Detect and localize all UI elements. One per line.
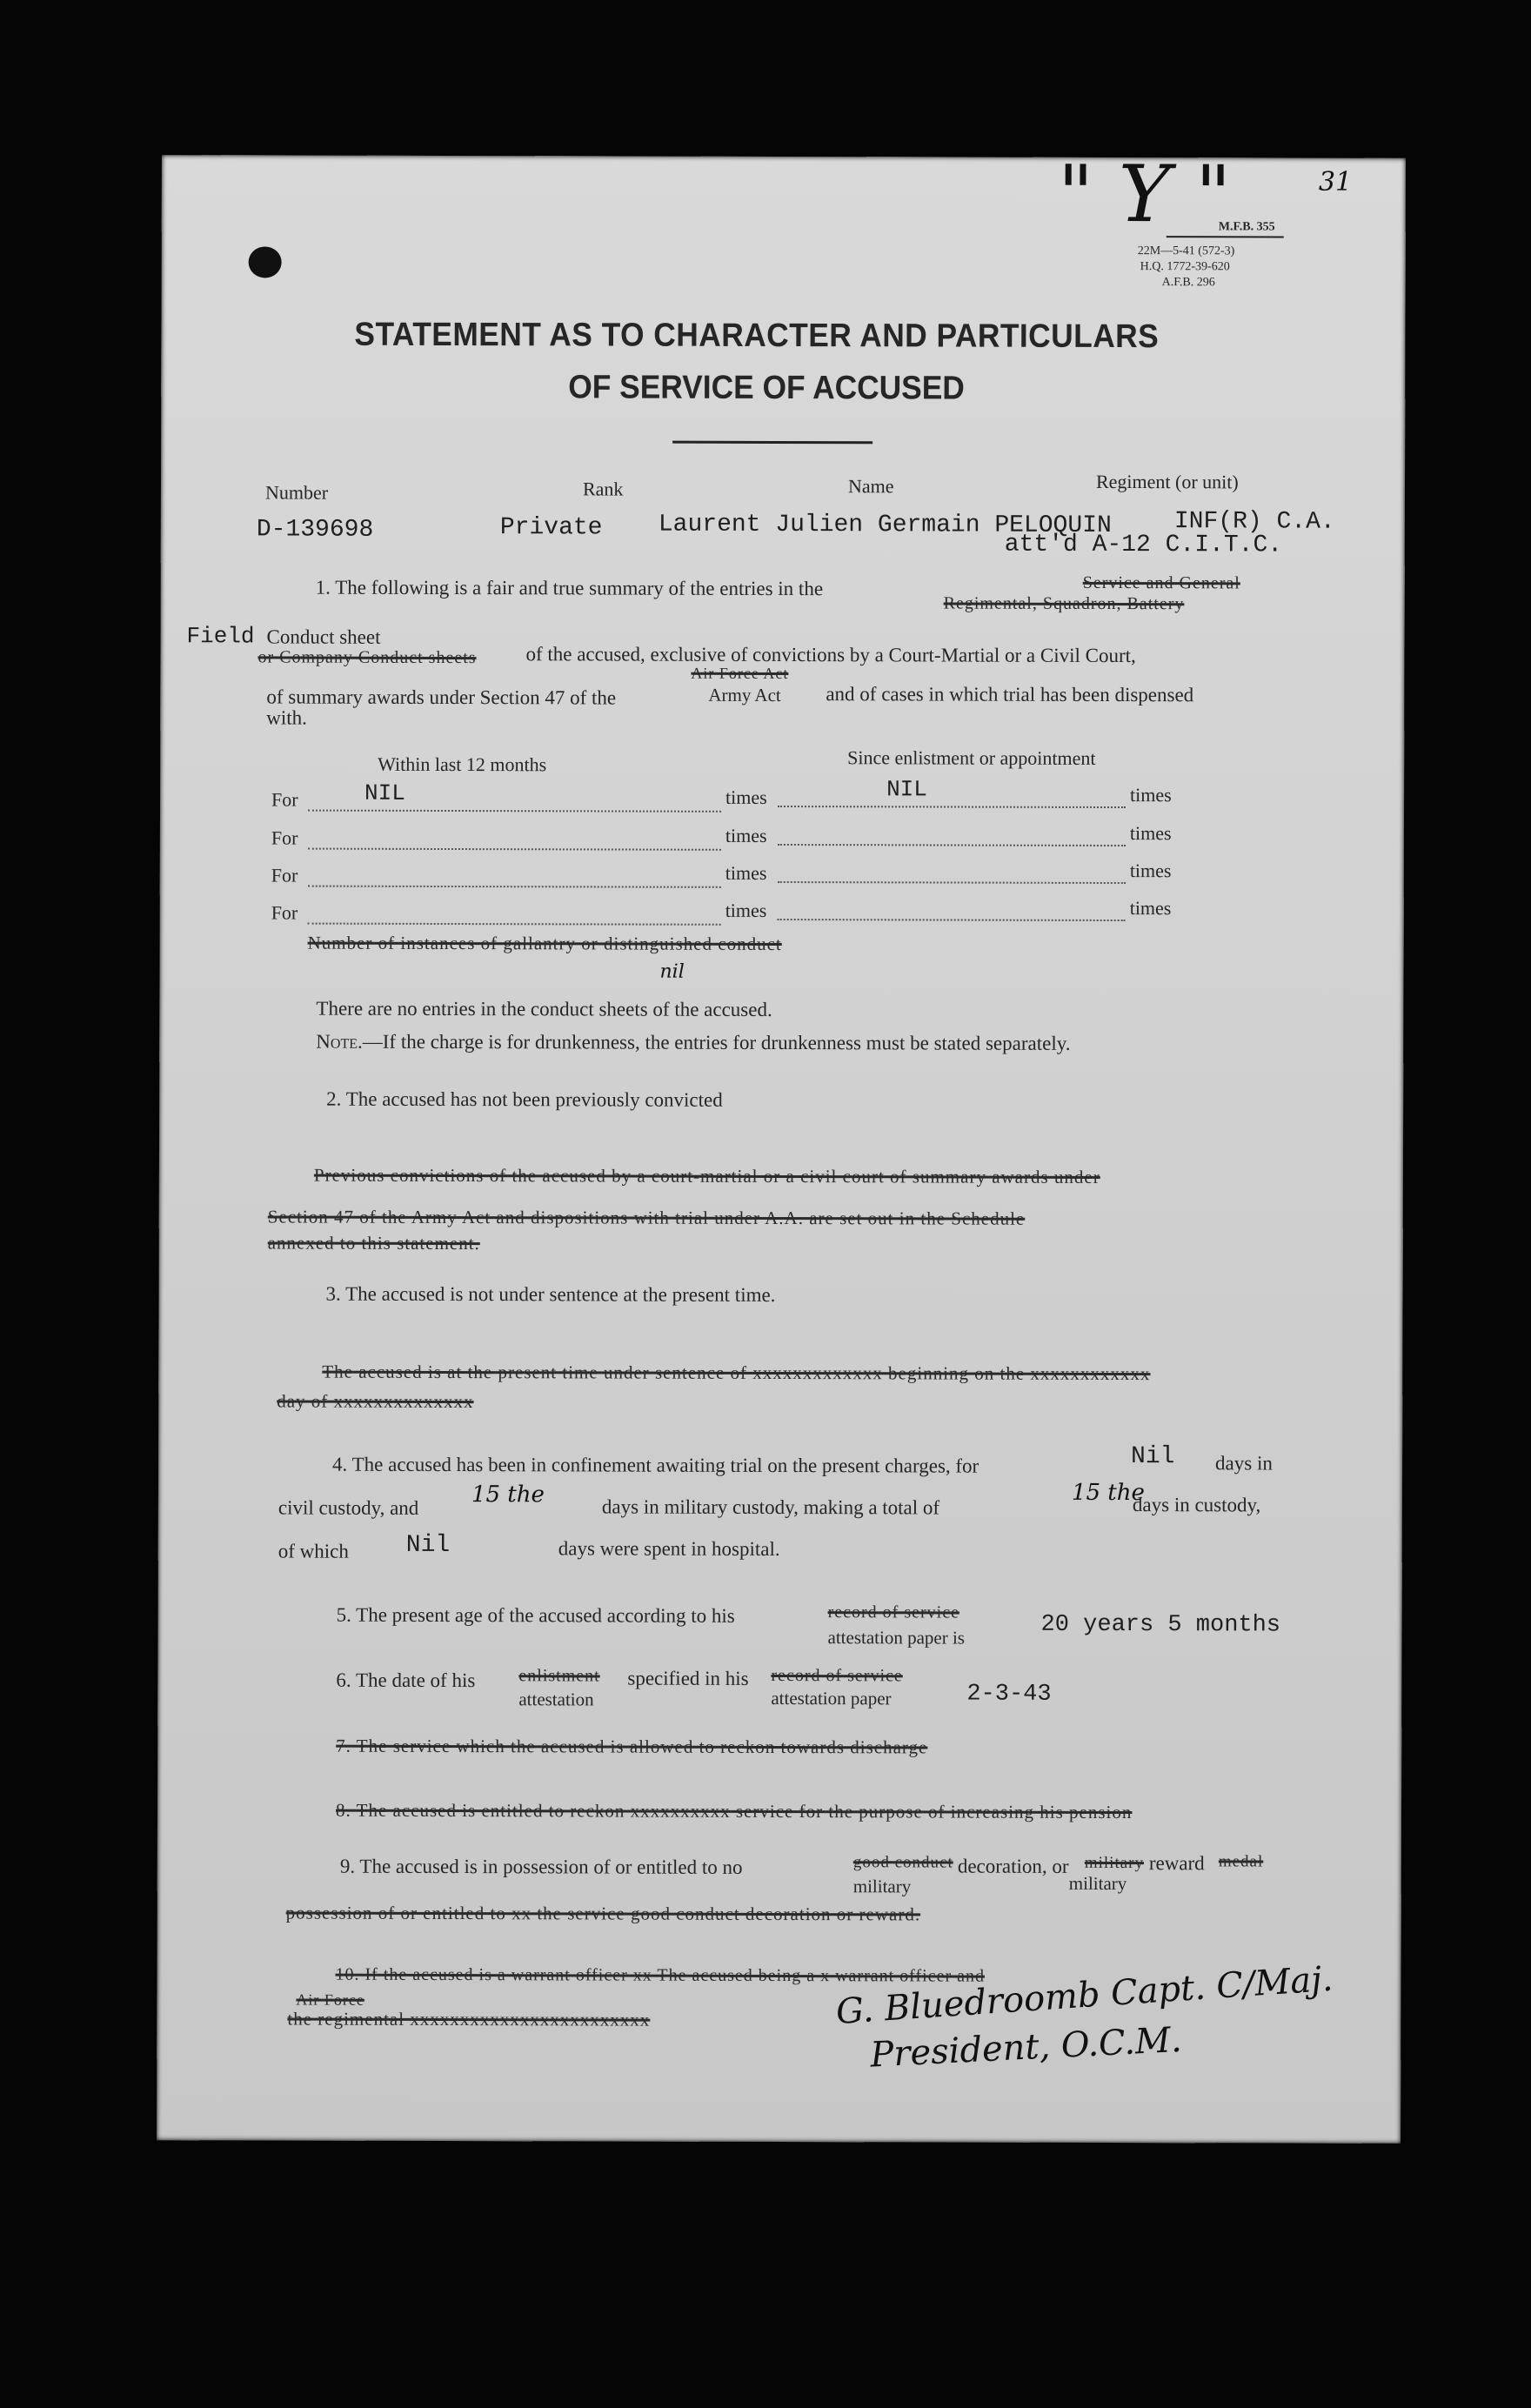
- punch-hole: [249, 246, 282, 278]
- title-line-2: OF SERVICE OF ACCUSED: [568, 369, 965, 407]
- hospital-days: Nil: [405, 1531, 451, 1560]
- service-number: D-139698: [256, 516, 374, 544]
- section3-struck-2: day of xxxxxxxxxxxxxx: [277, 1390, 474, 1413]
- section2-struck-1: Previous convictions of the accused by a court-martial or a civil court of summary awards under: [313, 1164, 1100, 1187]
- section6-struck-a: enlistment: [518, 1666, 600, 1686]
- for-label-2: For: [271, 826, 298, 849]
- section4-text-f: of which: [277, 1540, 349, 1562]
- section9-text-c: reward: [1148, 1852, 1205, 1875]
- section3-struck-1: The accused is at the present time under sentence of xxxxxxxxxxxxx beginning on the xxxxxxxxxxxx: [322, 1361, 1151, 1385]
- rank-value: Private: [499, 514, 603, 542]
- title-line-1: STATEMENT AS TO CHARACTER AND PARTICULARS: [354, 316, 1160, 356]
- section2-line1: 2. The accused has not been previously convicted: [326, 1087, 723, 1111]
- page-number: 31: [1318, 166, 1353, 197]
- regiment-label: Regiment (or unit): [1095, 470, 1239, 493]
- section9-struck-line: possession of or entitled to xx the service good conduct decoration or reward.: [285, 1902, 921, 1925]
- attached-unit: att'd A-12 C.I.T.C.: [1004, 531, 1283, 559]
- section1-struck-company: or Company Conduct sheets: [257, 647, 477, 668]
- section9-sub-b: military: [1068, 1872, 1127, 1895]
- counts-col2-header: Since enlistment or appointment: [847, 746, 1096, 769]
- for-label-1: For: [271, 788, 298, 811]
- times-label-4b: times: [1129, 897, 1172, 920]
- section1-line3b: and of cases in which trial has been dispensed: [826, 683, 1194, 706]
- rank-label: Rank: [582, 478, 624, 500]
- times-label-2b: times: [1129, 822, 1172, 845]
- regiment-value: INF(R) C.A.: [1173, 508, 1335, 536]
- section6-sub-b: attestation paper: [771, 1687, 892, 1709]
- total-custody-days: 15 the: [1071, 1479, 1145, 1507]
- section6-text-b: specified in his: [627, 1667, 749, 1689]
- for-label-4: For: [271, 901, 298, 924]
- section7-struck: 7. The service which the accused is allowed to reckon towards discharge: [336, 1735, 928, 1758]
- section1-army-act: Army Act: [708, 684, 781, 706]
- section9-struck-b: military: [1084, 1853, 1145, 1873]
- form-print-line-3: A.F.B. 296: [1161, 276, 1215, 290]
- signature-line-1: G. Bluedroomb Capt. C/Maj.: [834, 1958, 1334, 2033]
- civil-custody-days: Nil: [1131, 1443, 1175, 1471]
- times-label-3a: times: [725, 861, 767, 884]
- section4-text-a: 4. The accused has been in confinement awaiting trial on the present charges, for: [332, 1453, 979, 1477]
- section2-struck-2: Section 47 of the Army Act and dispositions with trial under A.A. are set out in the Schedule: [267, 1206, 1026, 1229]
- attestation-date: 2-3-43: [966, 1681, 1052, 1708]
- section9-sub-a: military: [852, 1876, 912, 1897]
- section10-struck-1: 10. If the accused is a warrant officer xx The accused being a x warrant officer and: [335, 1964, 986, 1986]
- section6-struck-b: record of service: [771, 1665, 903, 1686]
- section5-struck: record of service: [827, 1602, 960, 1622]
- handwritten-mark: " Y ": [1057, 148, 1232, 241]
- section10-struck-2: Air Force: [296, 1990, 364, 2009]
- no-entries-text: There are no entries in the conduct sheets of the accused.: [316, 997, 772, 1020]
- section1-struck-regimental: Regimental, Squadron, Battery: [943, 593, 1185, 614]
- section5-text: 5. The present age of the accused according to his: [336, 1603, 735, 1627]
- nil-handwritten: nil: [659, 960, 685, 983]
- section10-struck-3: the regimental xxxxxxxxxxxxxxxxxxxxxxxx: [287, 2008, 651, 2030]
- note-text: —If the charge is for drunkenness, the entries for drunkenness must be stated separately.: [362, 1030, 1071, 1054]
- name-label: Name: [847, 475, 894, 498]
- form-print-line-1: 22M—5-41 (572-3): [1137, 244, 1235, 258]
- for-label-3: For: [271, 864, 298, 886]
- section1-field-insert: Field: [186, 623, 255, 650]
- section1-line2: of the accused, exclusive of convictions by a Court-Martial or a Civil Court,: [525, 643, 1136, 667]
- section9-struck-a: good conduct: [852, 1853, 953, 1872]
- section2-struck-3: annexed to this statement.: [267, 1232, 480, 1254]
- section3-line1: 3. The accused is not under sentence at the present time.: [325, 1282, 776, 1306]
- name-value: Laurent Julien Germain PELOQUIN: [658, 511, 1112, 539]
- section8-struck: 8. The accused is entitled to reckon xxxxxxxxxx service for the purpose of increasing his pension: [335, 1799, 1133, 1823]
- section4-text-b: days in: [1215, 1452, 1273, 1475]
- section6-text: 6. The date of his: [336, 1669, 476, 1692]
- section4-text-g: days were spent in hospital.: [558, 1537, 780, 1560]
- section1-conduct-sheet: Conduct sheet: [266, 625, 381, 648]
- times-label-4a: times: [725, 899, 767, 921]
- section4-text-c: civil custody, and: [277, 1496, 419, 1519]
- times-label-1b: times: [1130, 784, 1172, 806]
- section6-sub-a: attestation: [518, 1689, 594, 1710]
- military-custody-days: 15 the: [471, 1482, 545, 1508]
- note-label: Note.: [316, 1030, 363, 1053]
- section4-text-e: days in custody,: [1132, 1494, 1261, 1516]
- times-label-3b: times: [1129, 860, 1172, 882]
- section1-line1: 1. The following is a fair and true summary of the entries in the: [315, 576, 824, 600]
- age-value: 20 years 5 months: [1040, 1611, 1281, 1639]
- times-label-1a: times: [725, 786, 767, 808]
- section9-text-b: decoration, or: [957, 1855, 1069, 1877]
- times-label-2a: times: [725, 824, 767, 846]
- number-label: Number: [264, 481, 329, 504]
- form-code: M.F.B. 355: [1167, 220, 1284, 237]
- signature-line-2: President, O.C.M.: [869, 2019, 1183, 2076]
- section1-struck-air-force: Air Force Act: [691, 664, 789, 683]
- document-page: [157, 148, 1406, 2144]
- form-print-line-2: H.Q. 1772-39-620: [1140, 260, 1230, 274]
- section1-line4: with.: [266, 706, 307, 729]
- section5-sub: attestation paper is: [827, 1627, 966, 1649]
- section9-struck-c: medal: [1218, 1852, 1264, 1871]
- title-rule: [672, 441, 872, 445]
- row1-col2-value: NIL: [886, 776, 927, 803]
- counts-col1-header: Within last 12 months: [378, 752, 547, 776]
- section1-line3: of summary awards under Section 47 of the: [266, 686, 617, 709]
- section4-text-d: days in military custody, making a total of: [601, 1495, 940, 1519]
- section9-text: 9. The accused is in possession of or entitled to no: [339, 1855, 743, 1878]
- row1-col1-value: NIL: [364, 779, 405, 806]
- section1-struck-service: Service and General: [1082, 572, 1240, 593]
- struck-gallantry: Number of instances of gallantry or distinguished conduct: [307, 932, 782, 955]
